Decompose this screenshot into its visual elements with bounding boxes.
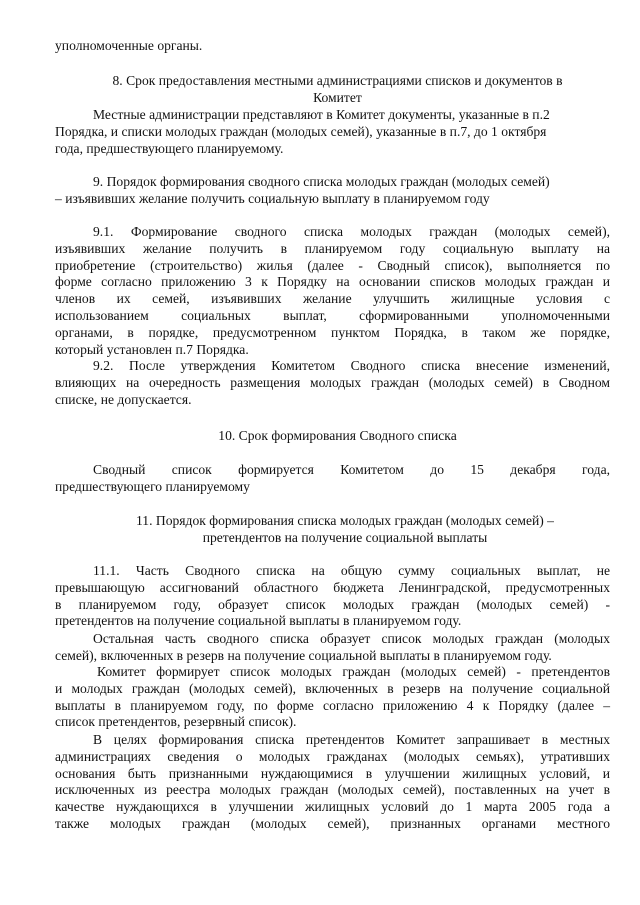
section-8-heading: 8. Срок предоставления местными администрациями списков и документов в Комитет (112, 73, 563, 105)
top-fragment: уполномоченные органы. (55, 38, 203, 53)
section-11-heading: 11. Порядок формирования списка молодых граждан (молодых семей) – претендентов на получение социальной выплаты (136, 513, 554, 545)
paragraph-11-requests: В целях формирования списка претендентов Комитет запрашивает в местных администрациях сведения о молодых гражданах (молодых семьях), утративших основания быть признанными нуждающимися в улучшении жилищных условий, и исключенных из реестра молодых граждан (молодых семей), поставленных на учет в качестве нуждающихся в улучшении жилищных условий до 1 марта 2005 года а также молодых граждан (молодых семей), признанных органами местного (55, 732, 610, 831)
paragraph-11-1: 11.1. Часть Сводного списка на общую сумму социальных выплат, не превышающую ассигнований областного бюджета Ленинградской, предусмотренных в планируемом году, образует список молодых граждан (молодых семей) - претендентов на получение социальной выплаты в планируемом году. (55, 563, 610, 629)
paragraph-9-2: 9.2. После утверждения Комитетом Сводного списка внесение изменений, влияющих на очередность размещения молодых граждан (молодых семей) в Сводном списке, не допускается. (55, 358, 610, 407)
section-8-paragraph: Местные администрации представляют в Комитет документы, указанные в п.2 Порядка, и списки молодых граждан (молодых семей), указанные в п.7, до 1 октября года, предшествующего планируемому. (55, 107, 550, 156)
paragraph-11-reserve: Остальная часть сводного списка образует список молодых граждан (молодых семей), включенных в резерв на получение социальной выплаты в планируемом году. (55, 631, 610, 663)
paragraph-11-committee: Комитет формирует список молодых граждан (молодых семей) - претендентов и молодых граждан (молодых семей), включенных в резерв на получение социальной выплаты в планируемом году, по форме согласно приложению 4 к Порядку (далее – список претендентов, резервный список). (55, 664, 610, 730)
section-10-paragraph: Сводный список формируется Комитетом до 15 декабря года, предшествующего планируемому (55, 462, 610, 494)
section-10-heading: 10. Срок формирования Сводного списка (218, 428, 457, 443)
paragraph-9-1: 9.1. Формирование сводного списка молодых граждан (молодых семей), изъявивших желание получить в планируемом году социальную выплату на приобретение (строительство) жилья (далее - Сводный список), выполняется по форме согласно приложению 3 к Порядку на основании списков молодых граждан и членов их семей, изъявивших желание улучшить жилищные условия с использованием социальных выплат, сформированными уполномоченными органами, в порядке, предусмотренном пунктом Порядка, в таком же порядке, который установлен п.7 Порядка. (55, 224, 610, 357)
section-9-heading: 9. Порядок формирования сводного списка молодых граждан (молодых семей) – изъявивших желание получить социальную выплату в планируемом году (55, 174, 550, 206)
